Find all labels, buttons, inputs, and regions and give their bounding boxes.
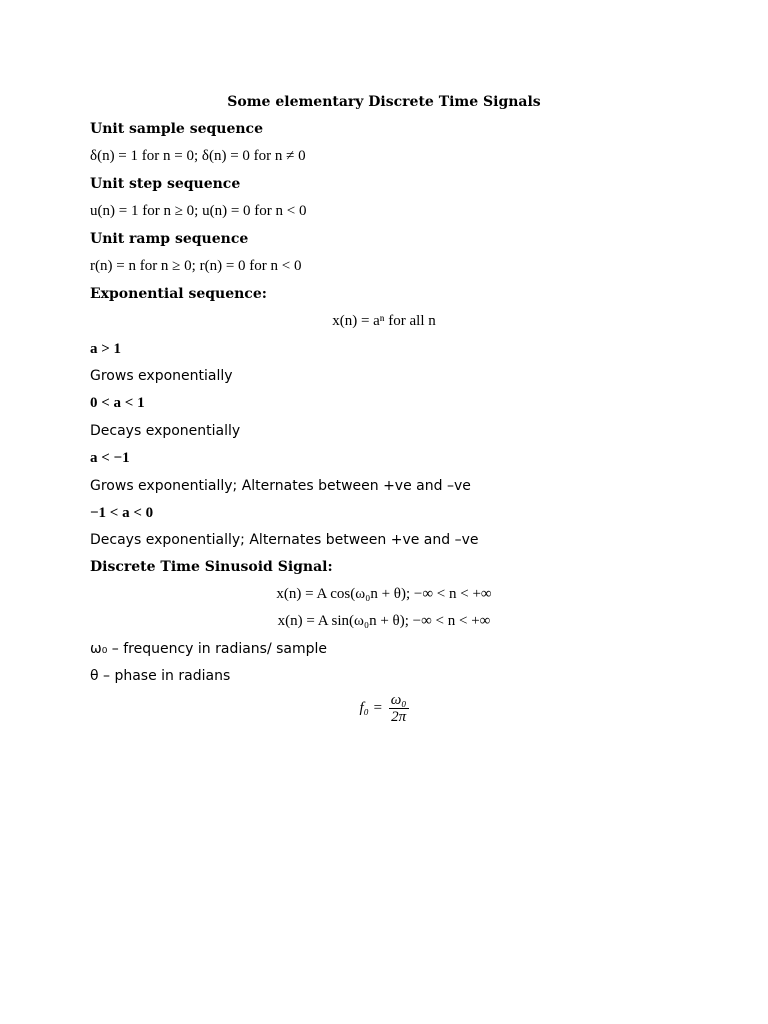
f0-numerator: ω₀	[390, 692, 407, 708]
page-title: Some elementary Discrete Time Signals	[227, 94, 541, 110]
unit-ramp-formula: r(n) = n for n ≥ 0; r(n) = 0 for n < 0	[90, 258, 302, 274]
case-1-condition: a > 1	[90, 341, 122, 357]
unit-step-formula: u(n) = 1 for n ≥ 0; u(n) = 0 for n < 0	[90, 203, 307, 219]
exponential-formula: x(n) = aⁿ for all n	[332, 313, 436, 329]
case-4-condition: −1 < a < 0	[90, 505, 154, 521]
unit-sample-heading: Unit sample sequence	[90, 121, 263, 137]
exponential-heading: Exponential sequence:	[90, 286, 267, 302]
f0-denominator: 2π	[391, 709, 407, 725]
case-3-condition: a < −1	[90, 450, 130, 466]
sinusoid-sin-formula: x(n) = A sin(ω₀n + θ); −∞ < n < +∞	[277, 613, 491, 629]
unit-ramp-heading: Unit ramp sequence	[90, 231, 249, 247]
unit-sample-formula: δ(n) = 1 for n = 0; δ(n) = 0 for n ≠ 0	[90, 148, 306, 164]
f0-fraction	[389, 692, 409, 725]
case-2-description: Decays exponentially	[90, 423, 241, 439]
case-4-description: Decays exponentially; Alternates between +ve and –ve	[90, 532, 479, 548]
sinusoid-heading: Discrete Time Sinusoid Signal:	[90, 559, 333, 575]
unit-step-heading: Unit step sequence	[90, 176, 241, 192]
f0-equation	[0, 692, 768, 725]
omega-definition: ω₀ – frequency in radians/ sample	[90, 641, 328, 657]
case-1-description: Grows exponentially	[90, 368, 233, 384]
sinusoid-cos-formula: x(n) = A cos(ω₀n + θ); −∞ < n < +∞	[276, 586, 492, 602]
case-3-description: Grows exponentially; Alternates between +ve and –ve	[90, 478, 471, 494]
case-2-condition: 0 < a < 1	[90, 395, 145, 411]
f0-lhs: f₀ =	[359, 700, 383, 716]
theta-definition: θ – phase in radians	[90, 668, 231, 684]
